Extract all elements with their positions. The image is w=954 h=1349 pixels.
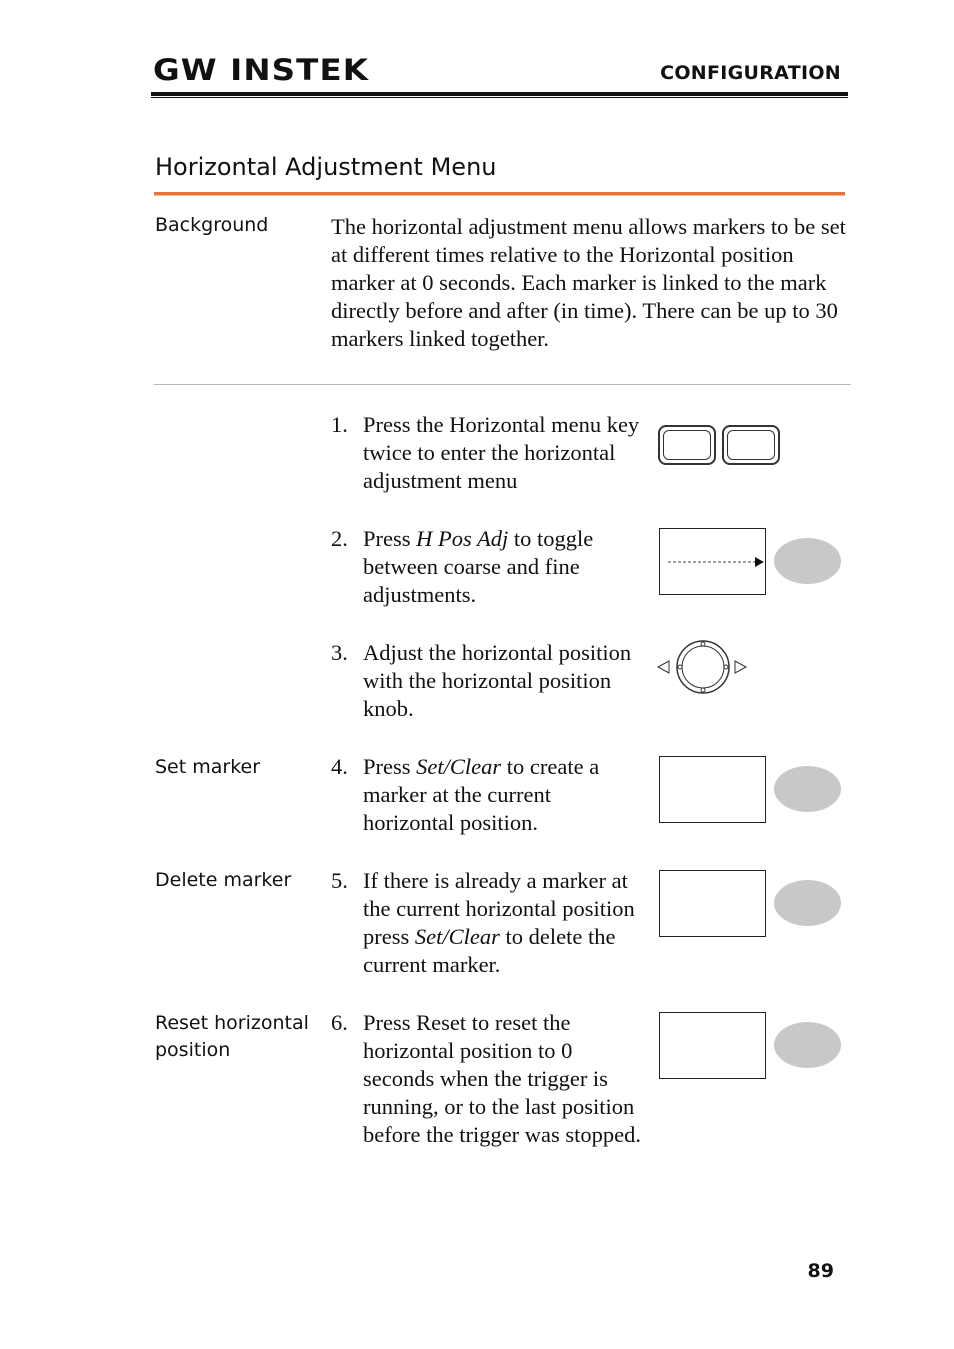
softkey-name: H Pos Adj — [416, 526, 509, 551]
step-number: 1. — [331, 412, 348, 437]
set-marker-label: Set marker — [155, 756, 261, 778]
step-number: 2. — [331, 526, 348, 551]
step-number: 5. — [331, 868, 348, 893]
horizontal-menu-key-icon — [722, 425, 780, 465]
reset-horizontal-position-label: Reset horizontal position — [155, 1012, 309, 1061]
h-pos-adj-softkey[interactable] — [774, 538, 841, 584]
step-text: Press the Horizontal menu key twice to enter the horizontal adjustment menu — [363, 412, 640, 493]
step-3 — [331, 639, 653, 723]
step-text: Press Set/Clear to create a marker at the current horizontal position. — [363, 754, 600, 835]
step-4 — [331, 753, 633, 837]
step-text: Press H Pos Adj to toggle between coarse and fine adjustments. — [363, 526, 594, 607]
title-rule-shade — [154, 195, 845, 196]
menu-screen-icon — [659, 870, 766, 937]
brand-logo: GW INSTEK — [153, 53, 370, 87]
step-text: Adjust the horizontal position with the horizontal position knob. — [363, 640, 632, 721]
pointer-arrow-icon — [660, 529, 765, 594]
background-text: The horizontal adjustment menu allows markers to be set at different times relative to the Horizontal position marker at 0 seconds. Each marker is linked to the mark directly before and after (in time). There can be up to 30 markers linked together. — [331, 214, 846, 351]
step-number: 6. — [331, 1010, 348, 1035]
step-number: 3. — [331, 640, 348, 665]
menu-screen-icon — [659, 756, 766, 823]
step-1 — [331, 411, 658, 495]
step-text: If there is already a marker at the current horizontal position press Set/Clear to delete the current marker. — [363, 868, 635, 977]
header-rule — [151, 92, 848, 96]
softkey-name: Set/Clear — [414, 924, 500, 949]
page-title: Horizontal Adjustment Menu — [155, 153, 497, 181]
menu-screen-icon — [659, 528, 766, 595]
header-rule-thin — [151, 97, 848, 98]
page-number: 89 — [807, 1260, 834, 1282]
set-clear-softkey[interactable] — [774, 880, 841, 926]
horizontal-menu-key-icon — [658, 425, 716, 465]
step-number: 4. — [331, 754, 348, 779]
step-5 — [331, 867, 643, 979]
background-label: Background — [155, 214, 269, 236]
menu-screen-icon — [659, 1012, 766, 1079]
horizontal-position-knob-icon[interactable] — [655, 640, 751, 696]
reset-softkey[interactable] — [774, 1022, 841, 1068]
section-divider — [154, 384, 851, 385]
softkey-name: Set/Clear — [416, 754, 502, 779]
delete-marker-label: Delete marker — [155, 869, 292, 891]
step-2 — [331, 525, 653, 609]
section-label: CONFIGURATION — [660, 62, 841, 84]
step-text: Press Reset to reset the horizontal position to 0 seconds when the trigger is running, or to the last position before the trigger was stopped. — [363, 1010, 642, 1147]
set-clear-softkey[interactable] — [774, 766, 841, 812]
step-6 — [331, 1009, 645, 1149]
